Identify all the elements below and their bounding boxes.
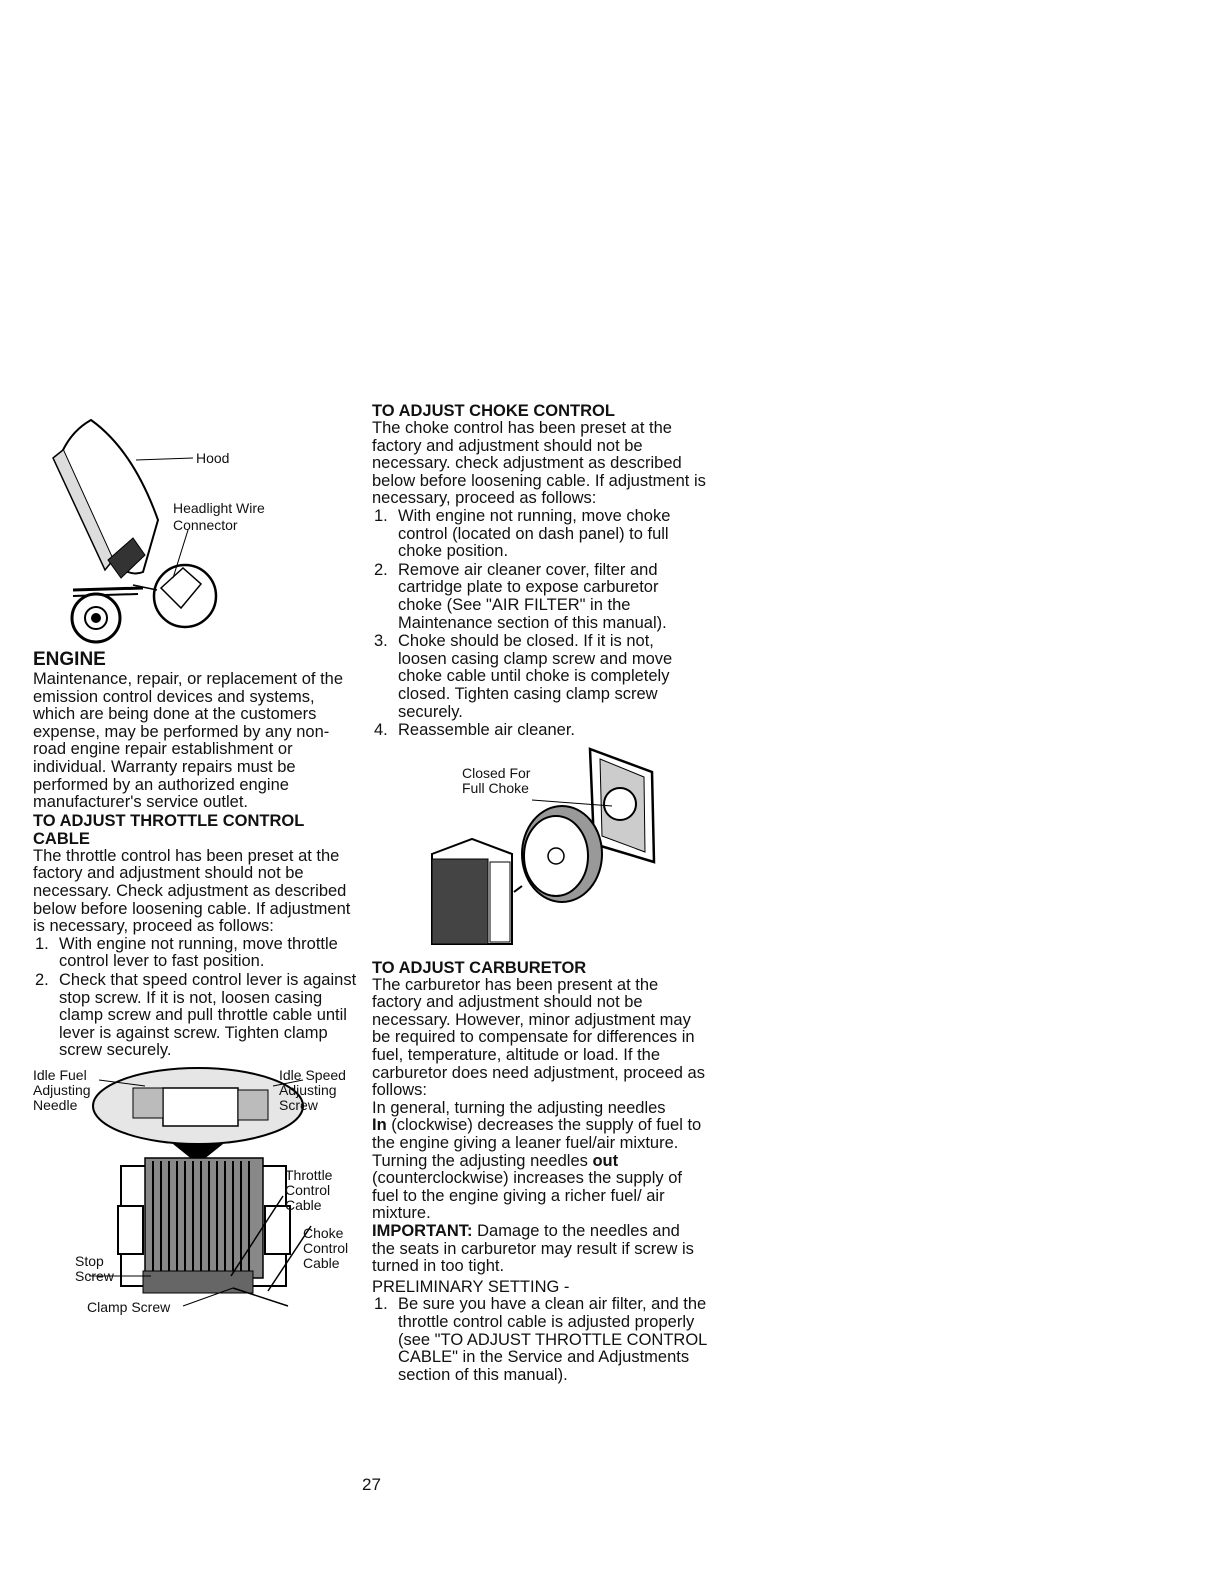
stop-screw-label-line2: Screw (75, 1267, 114, 1284)
idle-speed-label-line2: Adjusting (279, 1081, 337, 1098)
choke-cable-label-line2: Control (303, 1239, 349, 1256)
carburetor-heading: TO ADJUST CARBURETOR (372, 958, 587, 977)
step-number: 3. (374, 632, 388, 651)
throttle-step (33, 972, 358, 1060)
carburetor-general (372, 1100, 707, 1223)
choke-heading: TO ADJUST CHOKE CONTROL (372, 402, 615, 420)
carburetor-step (372, 1296, 707, 1384)
right-column (372, 402, 707, 1385)
throttle-cable-label-line3: Cable (285, 1196, 322, 1213)
choke-step (372, 722, 707, 740)
general-text-1: In general, turning the adjusting needles (372, 1098, 666, 1117)
throttle-body: The throttle control has been preset at the factory and adjustment should not be necessary. Check adjustment as described below before loosening cable. If adjustment is necessary, proceed as follows: (33, 846, 351, 936)
throttle-cable-label-line2: Control (285, 1181, 331, 1198)
air-cleaner-illustration (372, 744, 707, 959)
idle-speed-label-line3: Screw (279, 1096, 318, 1113)
engine-heading: ENGINE (33, 649, 106, 670)
step-text: Remove air cleaner cover, filter and cartridge plate to expose carburetor choke (See "AIR FILTER" in the Maintenance section of this manual). (398, 560, 667, 632)
choke-step (372, 508, 707, 561)
idle-fuel-label-line1: Idle Fuel (33, 1066, 87, 1083)
general-text-3: (counterclockwise) increases the supply of fuel to the engine giving a richer fuel/ air mixture. (372, 1169, 682, 1223)
clamp-screw-label: Clamp Screw (87, 1298, 171, 1315)
idle-fuel-label-line3: Needle (33, 1096, 78, 1113)
throttle-heading: TO ADJUST THROTTLE CONTROL CABLE (33, 811, 305, 848)
page-number: 27 (362, 1475, 381, 1494)
preliminary-setting: PRELIMINARY SETTING - (372, 1277, 570, 1296)
step-text: Reassemble air cleaner. (398, 721, 576, 740)
throttle-cable-label-line1: Throttle (285, 1166, 333, 1183)
step-text: Be sure you have a clean air filter, and the throttle control cable is adjusted properly (see "TO ADJUST THROTTLE CONTROL CABLE" in the Service and Adjustments section of this manual). (398, 1295, 707, 1384)
headlight-connector-label-line2: Connector (173, 517, 238, 533)
step-text: With engine not running, move choke control (located on dash panel) to full choke position. (398, 506, 671, 561)
important-note (372, 1223, 707, 1276)
step-text: Check that speed control lever is against stop screw. If it is not, loosen casing clamp screw and pull throttle cable until lever is against screw. Tighten clamp screw securely. (59, 970, 357, 1060)
choke-step (372, 633, 707, 721)
headlight-connector-label-line1: Headlight Wire (173, 500, 265, 516)
left-column (33, 400, 358, 1321)
choke-body: The choke control has been preset at the factory and adjustment should not be necessary. check adjustment as described below before loosening cable. If adjustment is necessary, proceed as follows: (372, 419, 706, 508)
important-text: Damage to the needles and the seats in carburetor may result if screw is turned in too tight. (372, 1222, 694, 1276)
carburetor-steps (372, 1296, 707, 1384)
choke-figure-label-line1: Closed For (462, 764, 531, 781)
step-number: 2. (35, 970, 49, 989)
choke-figure-label-line2: Full Choke (462, 779, 529, 796)
choke-cable-label-line1: Choke (303, 1224, 344, 1241)
idle-fuel-label-line2: Adjusting (33, 1081, 91, 1098)
choke-steps (372, 508, 707, 740)
step-number: 2. (374, 560, 388, 579)
step-number: 4. (374, 721, 388, 740)
choke-step (372, 562, 707, 632)
important-label: IMPORTANT: (372, 1222, 473, 1240)
step-number: 1. (374, 1295, 388, 1314)
general-in-keyword: In (372, 1116, 387, 1135)
step-text: Choke should be closed. If it is not, loosen casing clamp screw and move choke cable until choke is completely closed. Tighten casing clamp screw securely. (398, 632, 673, 721)
step-text: With engine not running, move throttle control lever to fast position. (59, 934, 338, 971)
stop-screw-label-line1: Stop (75, 1252, 104, 1269)
throttle-steps (33, 936, 358, 1060)
step-number: 1. (374, 506, 388, 525)
choke-cable-label-line3: Cable (303, 1254, 340, 1271)
engine-body: Maintenance, repair, or replacement of the emission control devices and systems, which are being done at the customers expense, may be performed by any non-road engine repair establishment or individual. Warranty repairs must be performed by an authorized engine manufacturer's service outlet. (33, 670, 344, 812)
throttle-step (33, 936, 358, 971)
engine-figure (33, 1066, 358, 1321)
carburetor-body: The carburetor has been present at the factory and adjustment should not be necessary. However, minor adjustment may be required to compensate for differences in fuel, temperature, altitude or load. If the carburetor does need adjustment, proceed as follows: (372, 975, 705, 1100)
idle-speed-label-line1: Idle Speed (279, 1066, 346, 1083)
step-number: 1. (35, 934, 49, 953)
hood-label: Hood (196, 450, 230, 466)
choke-figure (372, 744, 707, 959)
general-out-keyword: out (592, 1151, 619, 1170)
hood-figure (33, 410, 358, 650)
general-text-2: (clockwise) decreases the supply of fuel to the engine giving a leaner fuel/air mixture. Turning the adjusting needles (372, 1116, 702, 1170)
